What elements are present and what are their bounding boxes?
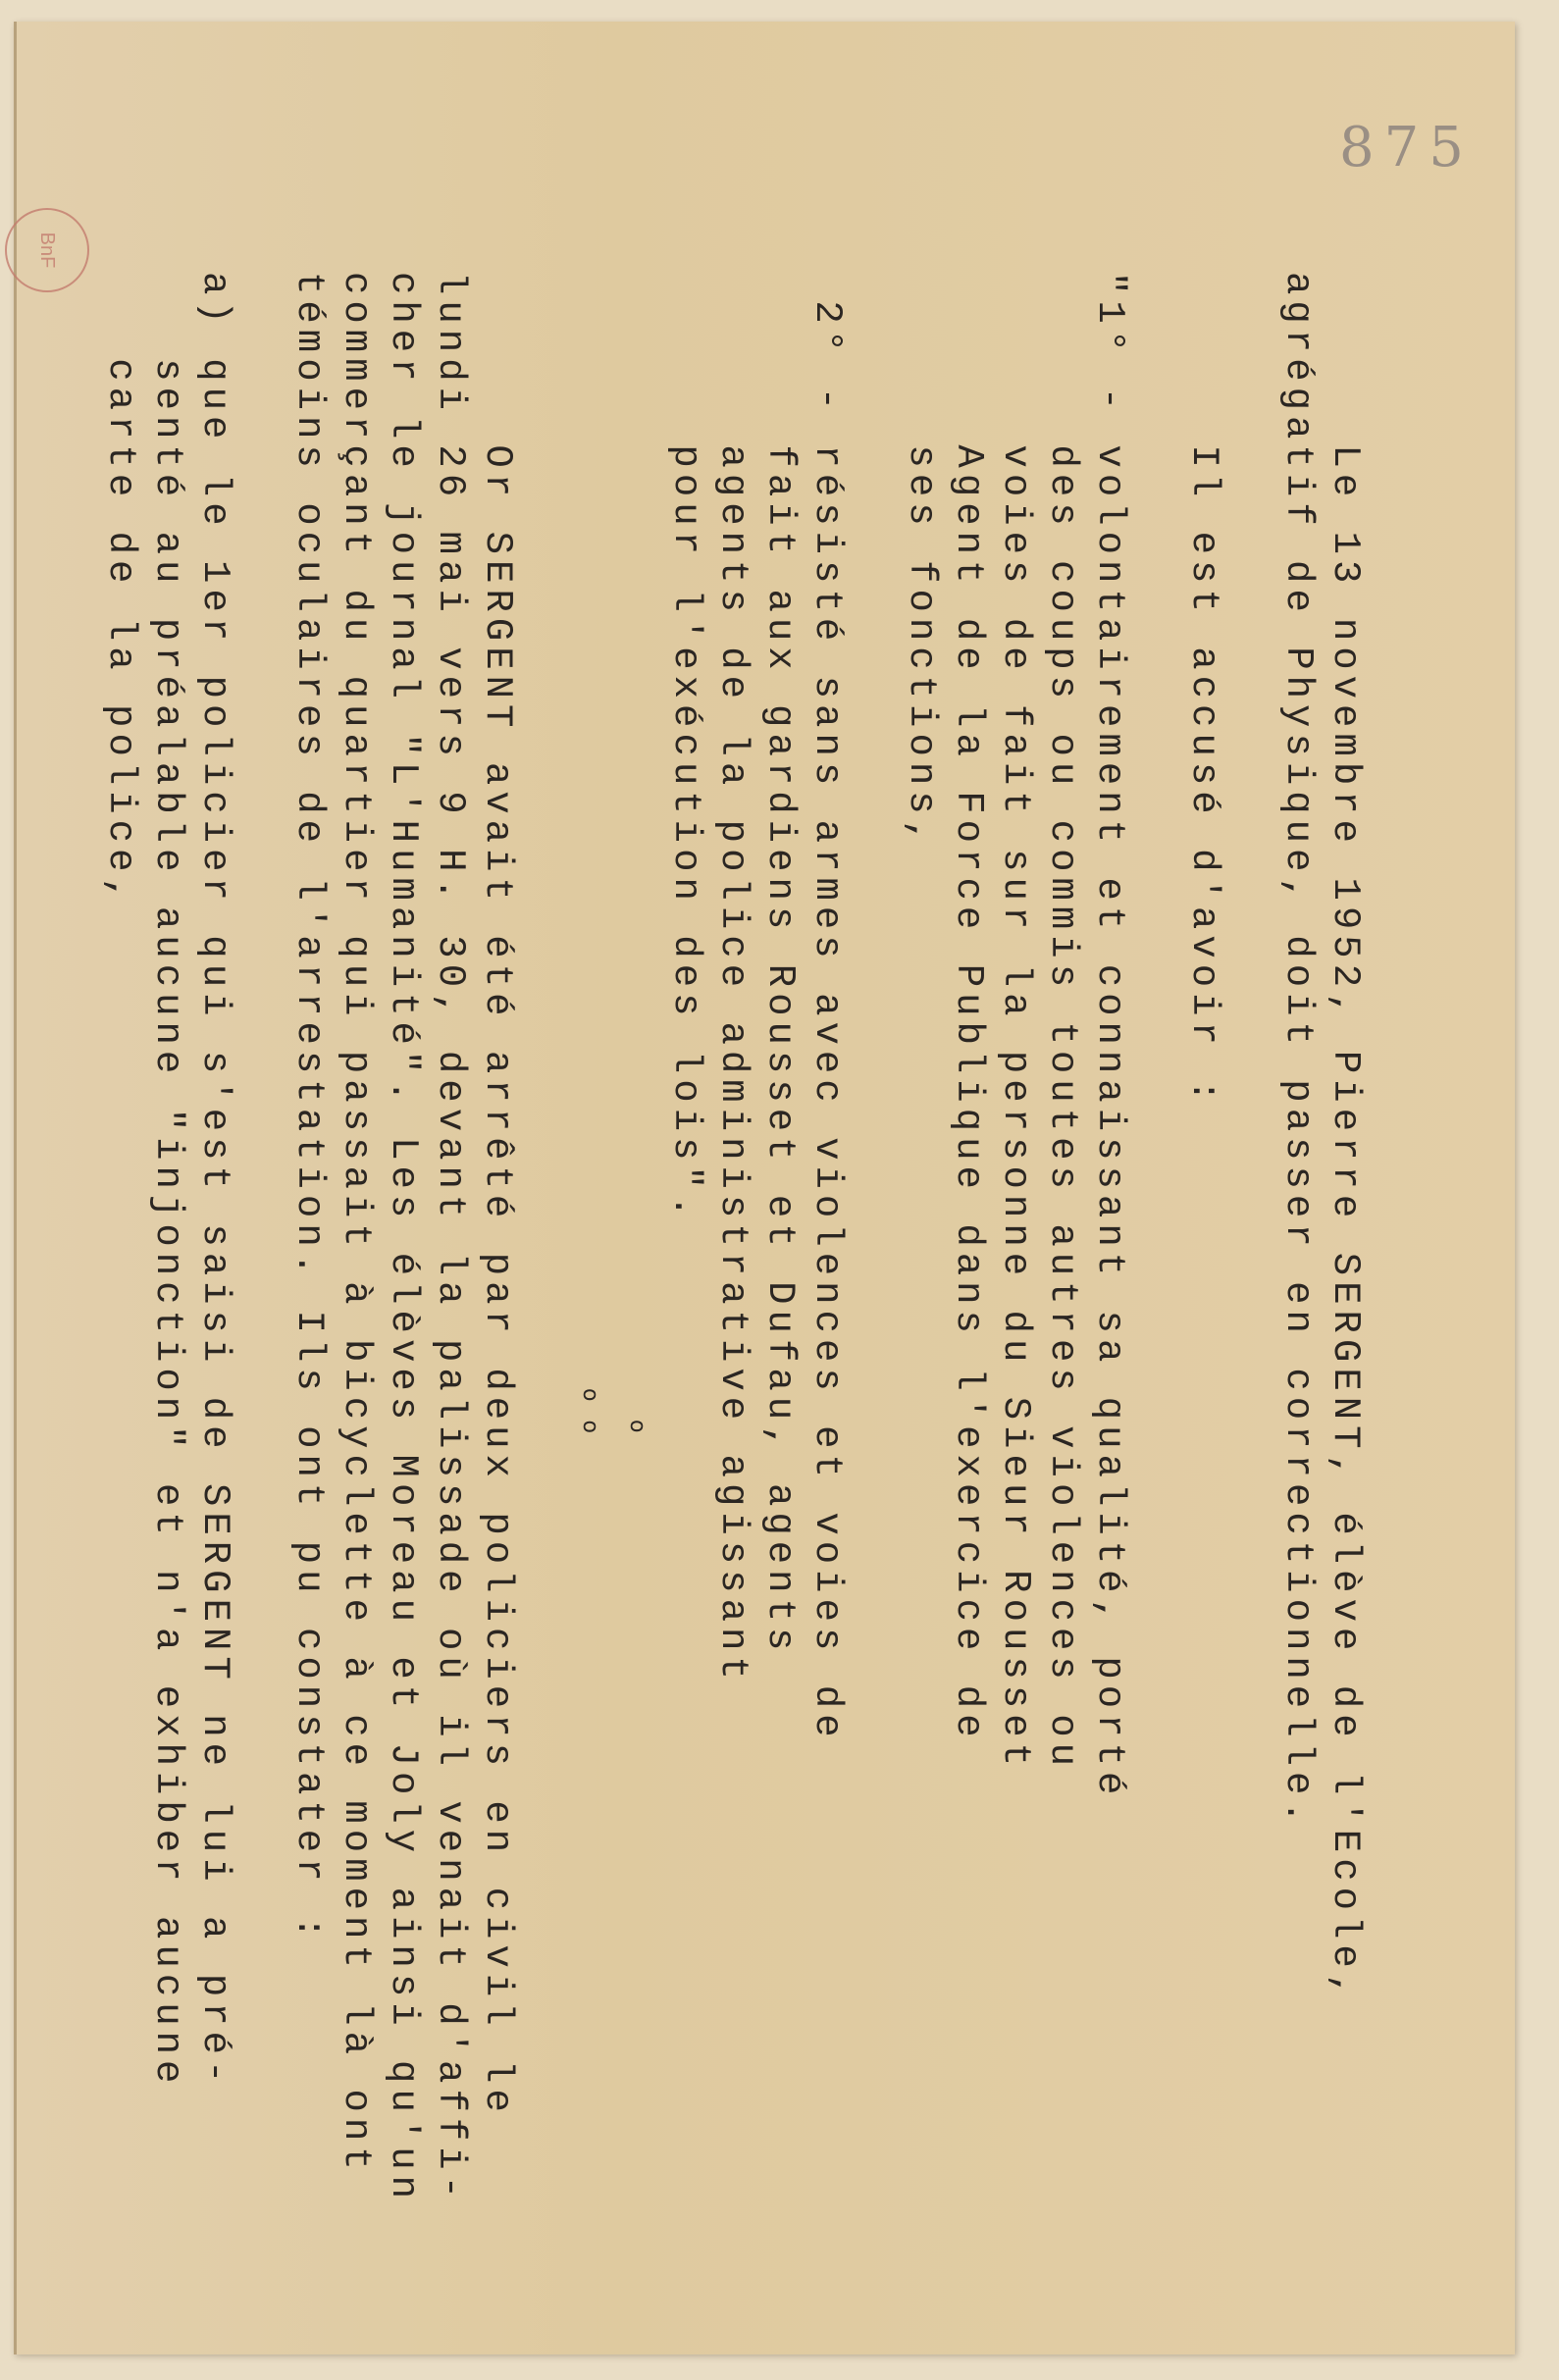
text-line: fait aux gardiens Rousset et Dufau, agents [758, 272, 802, 1657]
library-stamp: BnF [5, 208, 89, 292]
section-divider-mark: o [625, 1420, 650, 1439]
document-page [14, 22, 1515, 2354]
text-line: Le 13 novembre 1952, Pierre SERGENT, élève de l'Ecole, [1324, 272, 1367, 2003]
text-line: lundi 26 mai vers 9 H. 30, devant la palissade où il venait d'affi- [429, 272, 472, 2205]
text-line: carte de la police, [99, 272, 142, 906]
text-line: Or SERGENT avait été arrêté par deux policiers en civil le [476, 272, 519, 2118]
text-line: cher le journal "L'Humanité". Les élèves Moreau et Joly ainsi qu'un [382, 272, 425, 2205]
page-number: 875 [1339, 116, 1474, 180]
text-line: pour l'exécution des lois". [664, 272, 707, 1224]
text-line: commerçant du quartier qui passait à bicyclette à ce moment là ont [335, 272, 378, 2176]
text-line: agrégatif de Physique, doit passer en correctionnelle. [1276, 272, 1320, 1830]
text-line: a) que le 1er policier qui s'est saisi de SERGENT ne lui a pré- [193, 272, 236, 2090]
text-line: témoins oculaires de l'arrestation. Ils ont pu constater : [287, 272, 331, 1945]
typed-text-block [74, 272, 1369, 2234]
text-line: ses fonctions, [900, 272, 943, 850]
section-divider-mark: o o [578, 1388, 602, 1439]
text-line: senté au préalable aucune "injonction" et n'a exhiber aucune [146, 272, 189, 2090]
text-line: 2° - résisté sans armes avec violences et voies de [805, 272, 849, 1743]
text-line: "1° - volontairement et connaissant sa qualité, porté [1088, 272, 1131, 1801]
text-line: Agent de la Force Publique dans l'exercice de [947, 272, 990, 1743]
text-line: Il est accusé d'avoir : [1182, 272, 1225, 1109]
text-line: agents de la police administrative agissant [711, 272, 754, 1685]
text-line: des coups ou commis toutes autres violences ou [1041, 272, 1084, 1772]
text-line: voies de fait sur la personne du Sieur Rousset [994, 272, 1037, 1772]
